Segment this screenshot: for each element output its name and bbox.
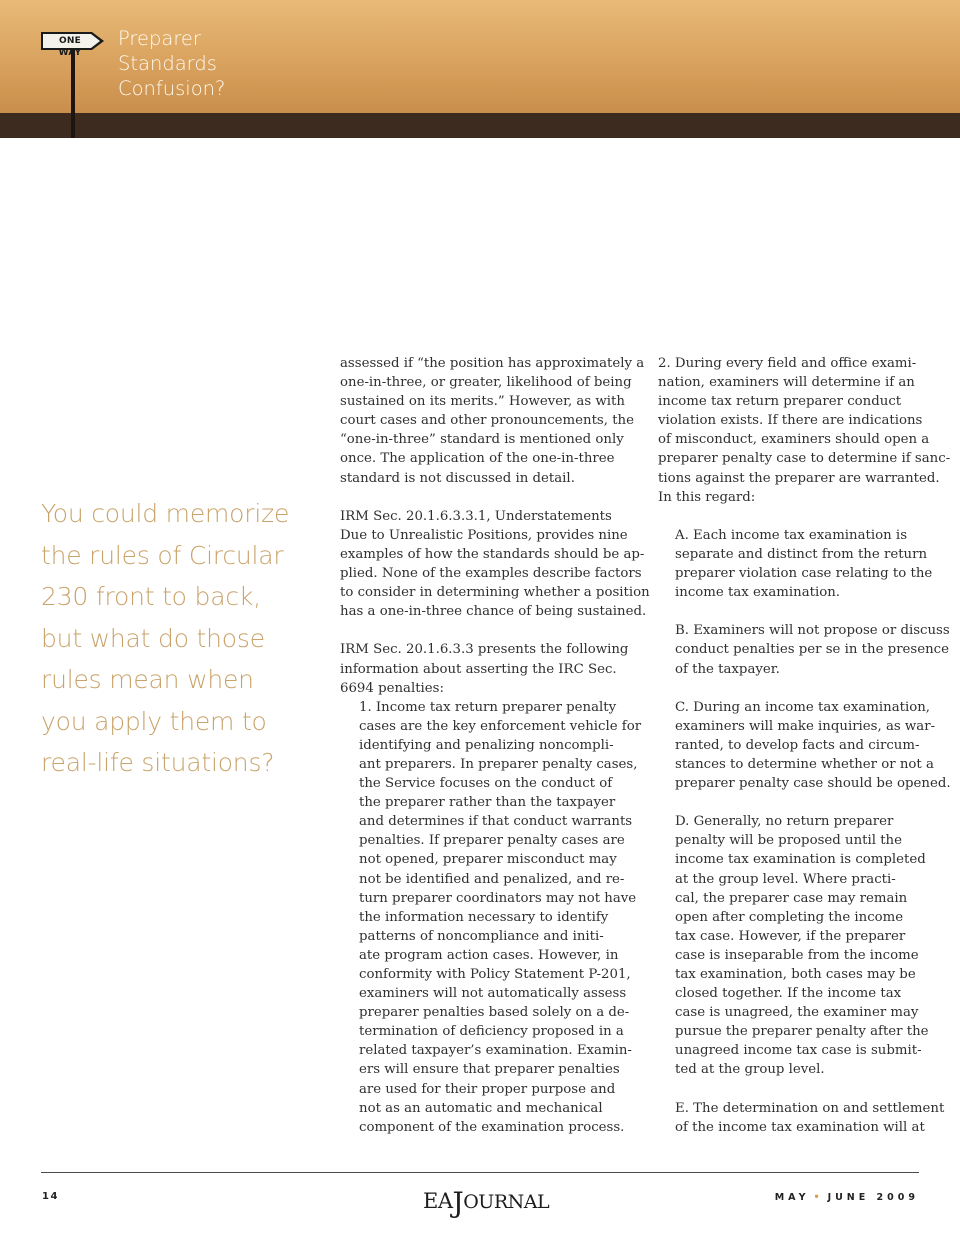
section-title-line: Confusion?: [118, 77, 226, 100]
text-line: and determines if that conduct warrants: [359, 814, 633, 830]
text-line: patterns of noncompliance and initi-: [359, 928, 604, 944]
text-line: 6694 penalties:: [340, 680, 444, 696]
text-line: assessed if “the position has approximately a: [340, 356, 645, 371]
text-line: examiners will not automatically assess: [359, 986, 627, 1002]
text-line: stances to determine whether or not a: [675, 756, 934, 772]
issue-date: [775, 1192, 919, 1203]
text-line: information about asserting the IRC Sec.: [340, 661, 617, 677]
pull-quote-line: real-life situations?: [41, 748, 275, 777]
text-line: pursue the preparer penalty after the: [675, 1024, 929, 1040]
text-line: examiners will make inquiries, as war-: [675, 718, 936, 734]
text-line: the preparer rather than the taxpayer: [359, 795, 616, 811]
text-line: preparer violation case relating to the: [675, 566, 933, 582]
text-line: not opened, preparer misconduct may: [359, 852, 617, 868]
text-line: IRM Sec. 20.1.6.3.3.1, Understatements: [340, 508, 612, 524]
text-line: preparer penalty case should be opened.: [675, 776, 951, 792]
sign-text: ONE WAY: [58, 36, 82, 58]
sub-item-a: [658, 526, 933, 602]
text-line: nation, examiners will determine if an: [658, 375, 915, 391]
text-line: “one-in-three” standard is mentioned only: [340, 432, 624, 448]
list-item: [340, 698, 642, 1137]
text-line: has a one-in-three chance of being sustained.: [340, 604, 647, 620]
section-title: [118, 26, 318, 101]
text-line: conduct penalties per se in the presence: [675, 642, 949, 658]
sub-item-e: [658, 1099, 945, 1137]
ea-journal-logo: [423, 1182, 550, 1219]
text-line: to consider in determining whether a position: [340, 585, 650, 601]
logo-rest: OURNAL: [463, 1191, 550, 1213]
text-line: penalties. If preparer penalty cases are: [359, 833, 625, 849]
text-line: penalty will be proposed until the: [675, 833, 902, 849]
text-line: standard is not discussed in detail.: [340, 470, 575, 486]
text-line: component of the examination process.: [359, 1119, 625, 1135]
text-line: of misconduct, examiners should open a: [658, 432, 930, 448]
text-line: C. During an income tax examination,: [675, 699, 931, 715]
sub-item-c: [658, 698, 951, 793]
text-line: once. The application of the one-in-three: [340, 451, 615, 467]
text-line: not be identified and penalized, and re-: [359, 871, 625, 887]
text-line: conformity with Policy Statement P-201,: [359, 967, 631, 982]
text-line: are used for their proper purpose and: [359, 1081, 616, 1097]
body-column-2: [658, 354, 951, 1137]
text-line: turn preparer coordinators may not have: [359, 890, 637, 906]
text-line: IRM Sec. 20.1.6.3.3 presents the following: [340, 642, 629, 658]
pull-quote-line: rules mean when: [41, 665, 254, 694]
sub-item-d: [658, 812, 928, 1079]
text-line: cal, the preparer case may remain: [675, 890, 908, 906]
paragraph: [340, 507, 650, 622]
text-line: sustained on its merits.” However, as with: [340, 394, 625, 410]
text-line: tax case. However, if the preparer: [675, 928, 906, 944]
text-line: not as an automatic and mechanical: [359, 1100, 603, 1116]
text-line: related taxpayer’s examination. Examin-: [359, 1043, 632, 1059]
text-line: closed together. If the income tax: [675, 986, 902, 1002]
page-number: 14: [42, 1191, 59, 1202]
text-line: unagreed income tax case is submit-: [675, 1043, 922, 1059]
body-column-1: [340, 354, 650, 1137]
issue-date-text: JUNE 2009: [827, 1192, 919, 1203]
text-line: 1. Income tax return preparer penalty: [359, 699, 617, 715]
text-line: 2. During every field and office exami-: [658, 356, 917, 371]
issue-separator: •: [813, 1192, 824, 1203]
text-line: income tax return preparer conduct: [658, 394, 902, 410]
logo-j: J: [452, 1186, 464, 1219]
text-line: preparer penalty case to determine if sanc-: [658, 451, 951, 467]
pull-quote-line: You could memorize: [41, 499, 290, 528]
section-title-line: Standards: [118, 52, 217, 75]
text-line: tions against the preparer are warranted.: [658, 470, 940, 486]
text-line: ers will ensure that preparer penalties: [359, 1062, 620, 1078]
text-line: of the income tax examination will at: [675, 1119, 925, 1135]
text-line: ranted, to develop facts and circum-: [675, 737, 920, 753]
text-line: identifying and penalizing noncompli-: [359, 737, 614, 753]
text-line: E. The determination on and settlement: [675, 1100, 945, 1116]
logo-ea: EA: [423, 1189, 453, 1213]
header-dark-bar: [0, 113, 960, 138]
text-line: income tax examination.: [675, 585, 841, 601]
sub-item-b: [658, 621, 950, 678]
text-line: case is unagreed, the examiner may: [675, 1005, 919, 1021]
text-line: plied. None of the examples describe factors: [340, 566, 642, 582]
text-line: ate program action cases. However, in: [359, 947, 619, 963]
text-line: income tax examination is completed: [675, 852, 926, 868]
pull-quote: [41, 493, 326, 784]
text-line: the Service focuses on the conduct of: [359, 776, 613, 792]
text-line: case is inseparable from the income: [675, 947, 919, 963]
text-line: examples of how the standards should be ap-: [340, 546, 645, 562]
paragraph: [340, 354, 645, 488]
text-line: B. Examiners will not propose or discuss: [675, 623, 950, 639]
text-line: separate and distinct from the return: [675, 546, 928, 562]
text-line: In this regard:: [658, 489, 756, 505]
issue-month: MAY: [774, 1192, 810, 1203]
list-item: [658, 354, 951, 507]
text-line: violation exists. If there are indications: [658, 413, 923, 429]
text-line: Due to Unrealistic Positions, provides nine: [340, 527, 628, 543]
text-line: at the group level. Where practi-: [675, 871, 896, 887]
pull-quote-line: the rules of Circular: [41, 540, 284, 570]
text-line: tax examination, both cases may be: [675, 967, 916, 982]
text-line: of the taxpayer.: [675, 661, 780, 677]
text-line: cases are the key enforcement vehicle for: [359, 718, 642, 734]
text-line: the information necessary to identify: [359, 909, 609, 925]
text-line: termination of deficiency proposed in a: [359, 1024, 624, 1040]
text-line: ant preparers. In preparer penalty cases,: [359, 756, 638, 772]
text-line: court cases and other pronouncements, the: [340, 413, 634, 429]
pull-quote-line: but what do those: [41, 623, 265, 653]
section-title-line: Preparer: [118, 27, 201, 50]
text-line: A. Each income tax examination is: [675, 527, 908, 543]
footer-rule: [41, 1172, 919, 1173]
text-line: D. Generally, no return preparer: [675, 814, 894, 830]
pull-quote-line: 230 front to back,: [41, 582, 261, 611]
text-line: one-in-three, or greater, likelihood of being: [340, 375, 632, 391]
pull-quote-line: you apply them to: [41, 706, 267, 736]
text-line: preparer penalties based solely on a de-: [359, 1005, 630, 1021]
paragraph: [340, 640, 630, 697]
text-line: ted at the group level.: [675, 1062, 825, 1078]
text-line: open after completing the income: [675, 909, 904, 925]
